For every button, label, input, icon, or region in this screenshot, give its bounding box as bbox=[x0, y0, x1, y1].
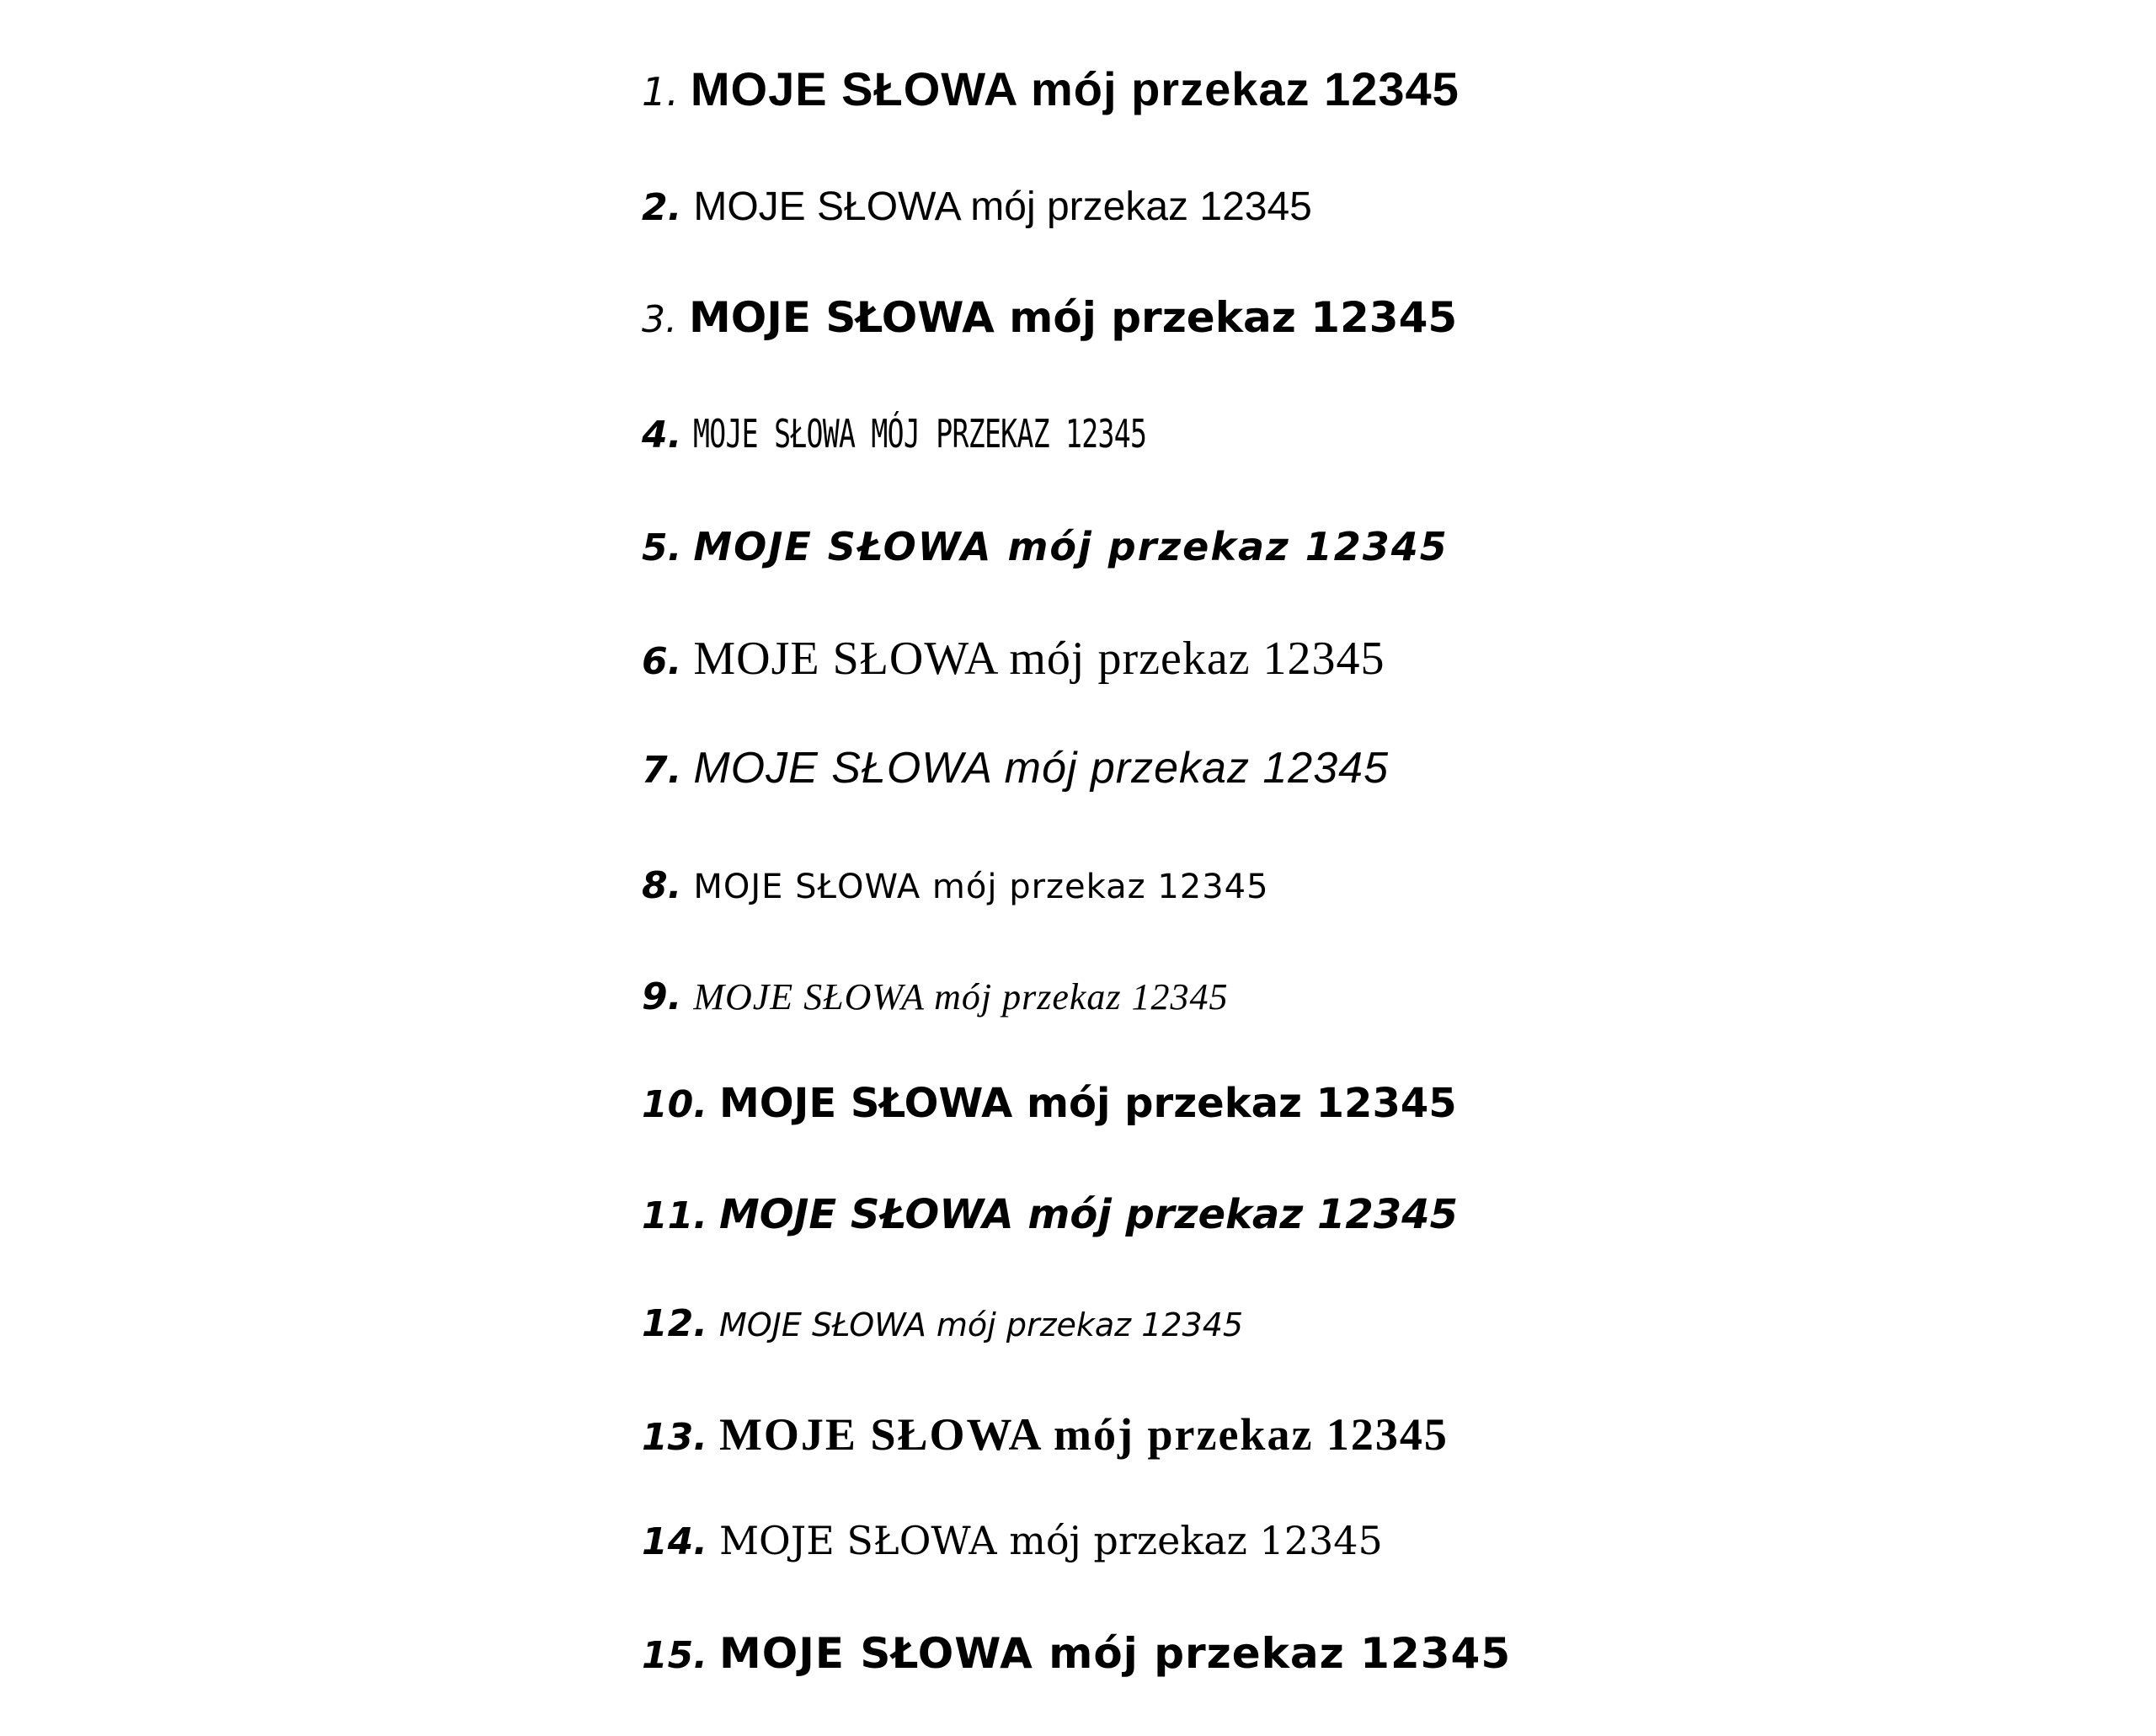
sample-number: 8. bbox=[642, 864, 682, 907]
font-sample-2 bbox=[642, 184, 1312, 229]
sample-number: 4. bbox=[642, 414, 682, 457]
font-sample-6 bbox=[642, 633, 1385, 685]
sample-number: 10. bbox=[642, 1083, 707, 1126]
sample-number: 12. bbox=[642, 1302, 707, 1345]
sample-text: MOJE SŁOWA mój przekaz 12345 bbox=[688, 293, 1458, 342]
sample-text: MOJE SŁOWA MÓJ PRZEKAZ 12345 bbox=[693, 411, 1147, 457]
sample-number: 9. bbox=[642, 975, 682, 1018]
font-sample-14 bbox=[642, 1518, 1383, 1563]
sample-number: 15. bbox=[642, 1634, 707, 1677]
sample-text: MOJE SŁOWA mój przekaz 12345 bbox=[693, 868, 1269, 906]
sample-number: 5. bbox=[642, 526, 682, 569]
sample-number: 1. bbox=[642, 69, 679, 115]
font-sample-7 bbox=[642, 744, 1389, 793]
sample-text: MOJE SŁOWA mój przekaz 12345 bbox=[718, 1080, 1457, 1127]
sample-number: 11. bbox=[642, 1194, 707, 1237]
sample-number: 14. bbox=[642, 1520, 707, 1563]
font-sample-3 bbox=[642, 293, 1458, 342]
sample-text: MOJE SŁOWA mój przekaz 12345 bbox=[693, 524, 1449, 569]
font-sample-8 bbox=[642, 864, 1269, 907]
font-sample-4 bbox=[642, 411, 1323, 457]
sample-number: 7. bbox=[642, 749, 682, 792]
font-sample-5 bbox=[642, 524, 1449, 569]
font-sample-1 bbox=[642, 62, 1460, 115]
sample-text: MOJE SŁOWA mój przekaz 12345 bbox=[718, 1191, 1458, 1238]
font-sample-12 bbox=[642, 1302, 1244, 1345]
font-sample-10 bbox=[642, 1080, 1457, 1127]
sample-text: MOJE SŁOWA mój przekaz 12345 bbox=[693, 744, 1389, 793]
sample-number: 6. bbox=[642, 640, 682, 683]
sample-text: MOJE SŁOWA mój przekaz 12345 bbox=[693, 976, 1229, 1018]
sample-text: MOJE SŁOWA mój przekaz 12345 bbox=[718, 1306, 1244, 1343]
font-sample-11 bbox=[642, 1191, 1458, 1238]
sample-number: 3. bbox=[642, 298, 677, 341]
font-sample-15 bbox=[642, 1629, 1512, 1678]
sample-text: MOJE SŁOWA mój przekaz 12345 bbox=[693, 633, 1385, 685]
sample-text: MOJE SŁOWA mój przekaz 12345 bbox=[690, 62, 1460, 115]
sample-text: MOJE SŁOWA mój przekaz 12345 bbox=[693, 184, 1312, 229]
font-sample-9 bbox=[642, 975, 1229, 1018]
sample-number: 13. bbox=[642, 1416, 707, 1459]
sample-text: MOJE SŁOWA mój przekaz 12345 bbox=[718, 1409, 1449, 1460]
sample-number: 2. bbox=[642, 186, 682, 229]
font-sample-13 bbox=[642, 1409, 1449, 1460]
sample-text: MOJE SŁOWA mój przekaz 12345 bbox=[718, 1518, 1383, 1563]
sample-text: MOJE SŁOWA mój przekaz 12345 bbox=[718, 1629, 1512, 1678]
